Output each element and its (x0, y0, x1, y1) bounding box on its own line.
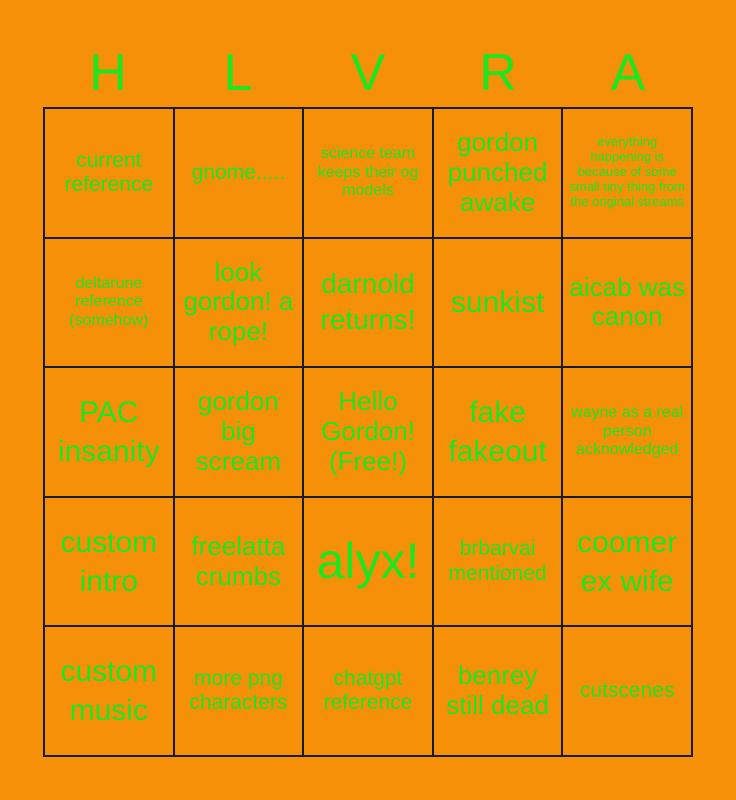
bingo-cell[interactable]: benrey still dead (433, 626, 563, 756)
bingo-cell[interactable]: look gordon! a rope! (174, 238, 304, 368)
bingo-cell[interactable]: wayne as a real person acknowledged (562, 367, 692, 497)
bingo-cell[interactable]: gordon punched awake (433, 108, 563, 238)
bingo-cell[interactable]: science team keeps their og models (303, 108, 433, 238)
header-letter-r: R (479, 44, 517, 102)
bingo-header (43, 40, 693, 106)
bingo-cell[interactable]: brbarvai mentioned (433, 497, 563, 627)
bingo-cell[interactable]: cutscenes (562, 626, 692, 756)
bingo-cell[interactable]: everything happening is because of some small tiny thing from the original streams (562, 108, 692, 238)
header-letter-v: V (350, 44, 386, 102)
bingo-cell[interactable]: freelatta crumbs (174, 497, 304, 627)
bingo-cell[interactable]: gnome..... (174, 108, 304, 238)
header-letter-a: A (610, 44, 646, 102)
bingo-board (43, 107, 693, 757)
bingo-cell[interactable]: current reference (44, 108, 174, 238)
bingo-cell[interactable]: Hello Gordon! (Free!) (303, 367, 433, 497)
bingo-cell[interactable]: aicab was canon (562, 238, 692, 368)
header-letter-h: H (89, 44, 127, 102)
bingo-cell[interactable]: chatgpt reference (303, 626, 433, 756)
bingo-cell[interactable]: PAC insanity (44, 367, 174, 497)
bingo-cell[interactable]: custom music (44, 626, 174, 756)
bingo-cell[interactable]: gordon big scream (174, 367, 304, 497)
header-letter-l: L (223, 44, 253, 102)
bingo-cell[interactable]: deltarune reference (somehow) (44, 238, 174, 368)
bingo-cell[interactable]: sunkist (433, 238, 563, 368)
bingo-cell[interactable]: darnold returns! (303, 238, 433, 368)
bingo-cell[interactable]: custom intro (44, 497, 174, 627)
bingo-cell[interactable]: coomer ex wife (562, 497, 692, 627)
bingo-cell[interactable]: fake fakeout (433, 367, 563, 497)
bingo-cell[interactable]: alyx! (303, 497, 433, 627)
bingo-cell[interactable]: more png characters (174, 626, 304, 756)
